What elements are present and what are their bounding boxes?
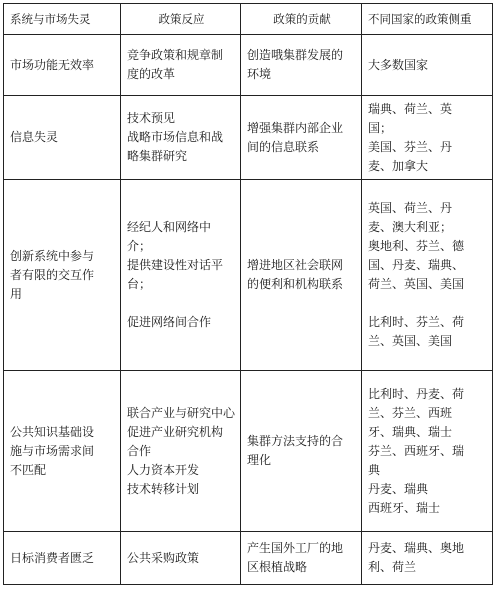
cell-line: 国； — [368, 120, 393, 135]
cell-country-focus — [362, 35, 493, 96]
cell-line: 用 — [10, 286, 23, 301]
cell-policy-contribution — [241, 35, 362, 96]
cell-line: 促进产业研究机构 — [127, 424, 224, 439]
cell-line: 瑞典、荷兰、英 — [368, 101, 453, 116]
cell-line: 奥地利、芬兰、德 — [368, 239, 465, 253]
cell-line: 丹麦、瑞典 — [368, 481, 429, 496]
cell-line: 典 — [368, 462, 381, 477]
cell-policy-contribution — [241, 96, 362, 180]
cell-policy-response — [121, 35, 241, 96]
cell-line: 者有限的交互作 — [10, 267, 95, 282]
cell-line: 施与市场需求间 — [10, 443, 95, 458]
cell-country-focus — [362, 532, 493, 585]
cell-policy-response — [121, 532, 241, 585]
cell-line: 丹麦、瑞典、奥地 — [368, 541, 465, 555]
cell-line: 介； — [127, 239, 152, 253]
cell-line: 度的改革 — [127, 67, 176, 81]
cell-line: 人力资本开发 — [127, 462, 200, 477]
cell-line: 集群方法支持的合 — [247, 434, 344, 448]
cell-line: 联合产业与研究中心 — [127, 405, 236, 420]
cell-line: 公共采购政策 — [127, 550, 200, 565]
cell-policy-contribution — [241, 371, 362, 532]
cell-policy-response — [121, 180, 241, 371]
cell-line: 美国、芬兰、丹 — [368, 139, 453, 154]
cell-line: 利、荷兰 — [368, 560, 417, 574]
cell-line: 创造哦集群发展的 — [247, 48, 344, 62]
cell-line: 荷兰、英国、美国 — [368, 277, 465, 291]
cell-line: 合作 — [127, 443, 152, 458]
cell-policy-contribution — [241, 180, 362, 371]
table-row — [4, 35, 493, 96]
cell-line: 略集群研究 — [127, 149, 188, 163]
cell-line: 产生国外工厂的地 — [247, 541, 344, 555]
cell-line: 战略市场信息和战 — [127, 130, 224, 144]
cell-line: 日标消费者匮乏 — [10, 550, 95, 565]
table-row — [4, 532, 493, 585]
cell-line: 经纪人和网络中 — [127, 220, 212, 234]
cell-country-focus — [362, 96, 493, 180]
table-body — [4, 35, 493, 585]
cell-line: 公共知识基础设 — [10, 424, 95, 439]
table-row — [4, 371, 493, 532]
cell-line: 提供建设性对话平 — [127, 258, 224, 272]
cell-gap — [368, 294, 488, 313]
cell-country-focus — [362, 180, 493, 371]
cell-line: 比利时、丹麦、荷 — [368, 386, 465, 401]
cell-line: 兰、英国、美国 — [368, 334, 453, 348]
cell-line: 的便利和机构联系 — [247, 277, 344, 291]
cell-line: 国、丹麦、瑞典、 — [368, 258, 465, 272]
cell-line: 创新系统中参与 — [10, 248, 95, 263]
cell-line: 英国、荷兰、丹 — [368, 201, 453, 215]
cell-line: 技术转移计划 — [127, 481, 200, 496]
cell-country-focus — [362, 371, 493, 532]
cell-failure — [4, 180, 121, 371]
header-failure: 系统与市场失灵 — [4, 4, 121, 35]
cell-failure — [4, 532, 121, 585]
cell-line: 区根植战略 — [247, 560, 308, 574]
cell-line: 大多数国家 — [368, 57, 429, 72]
cell-failure — [4, 371, 121, 532]
cell-failure — [4, 35, 121, 96]
cell-line: 台； — [127, 277, 152, 291]
table-header — [4, 4, 493, 35]
cell-line: 市场功能无效率 — [10, 57, 95, 72]
cell-line: 间的信息联系 — [247, 139, 320, 154]
policy-table — [3, 3, 493, 585]
cell-gap — [127, 294, 236, 313]
table-row — [4, 180, 493, 371]
cell-failure — [4, 96, 121, 180]
cell-line: 增强集群内部企业 — [247, 120, 344, 135]
table-row — [4, 96, 493, 180]
cell-line: 不匹配 — [10, 462, 47, 477]
cell-policy-response — [121, 96, 241, 180]
header-country-focus: 不同国家的政策侧重 — [362, 4, 493, 35]
header-policy-contribution: 政策的贡献 — [241, 4, 362, 35]
cell-line: 理化 — [247, 453, 272, 467]
cell-line: 增进地区社会联网 — [247, 258, 344, 272]
cell-line: 比利时、芬兰、荷 — [368, 315, 465, 329]
header-row — [4, 4, 493, 35]
cell-line: 信息失灵 — [10, 130, 59, 144]
cell-line: 技术预见 — [127, 111, 176, 125]
cell-policy-contribution — [241, 532, 362, 585]
cell-line: 牙、瑞典、瑞士 — [368, 424, 453, 439]
header-policy-response: 政策反应 — [121, 4, 241, 35]
cell-line: 兰、芬兰、西班 — [368, 405, 453, 420]
cell-line: 西班牙、瑞士 — [368, 500, 441, 515]
cell-line: 环境 — [247, 67, 272, 81]
cell-line: 麦、加拿大 — [368, 158, 429, 173]
cell-line: 麦、澳大利亚； — [368, 220, 453, 234]
cell-line: 竞争政策和规章制 — [127, 48, 224, 62]
cell-line: 促进网络间合作 — [127, 315, 212, 329]
cell-policy-response — [121, 371, 241, 532]
cell-line: 芬兰、西班牙、瑞 — [368, 443, 465, 458]
